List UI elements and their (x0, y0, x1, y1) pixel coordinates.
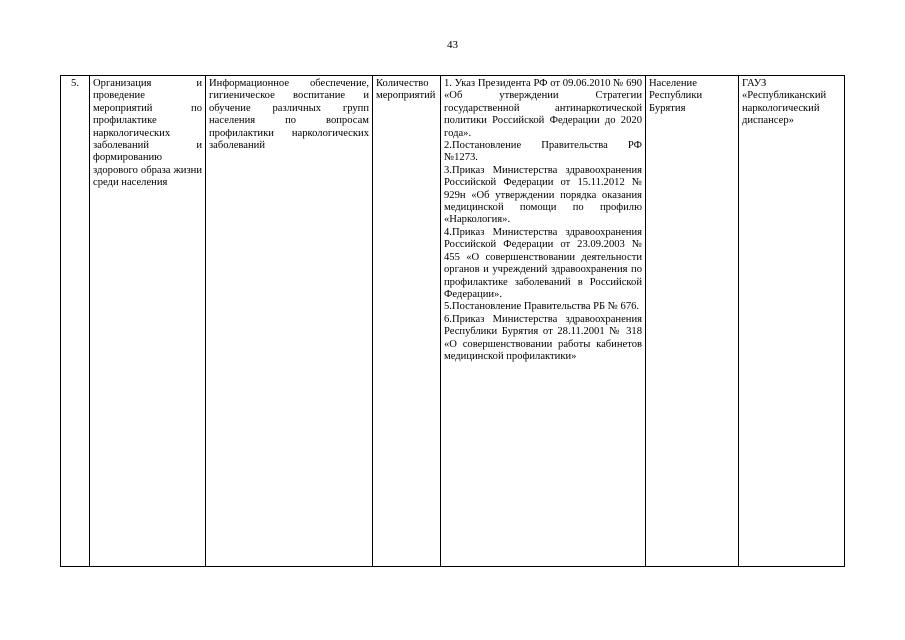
indicator-cell (373, 76, 441, 567)
document-item: 6.Приказ Министерства здравоохранения Республики Бурятия от 28.11.2001 № 318 «О совершенствовании работы кабинетов медицинской профилактики» (444, 313, 642, 362)
target-group-cell (646, 76, 739, 567)
executor-text: ГАУЗ «Республиканский наркологический диспансер» (742, 78, 827, 127)
target-group-text: Население Республики Бурятия (649, 78, 703, 114)
executor-cell (739, 76, 845, 567)
activity-cell (90, 76, 206, 567)
direction-cell (206, 76, 373, 567)
row-number-cell (61, 76, 90, 567)
document-item: 5.Постановление Правительства РБ № 676. (444, 301, 640, 313)
activity-text: Организация и проведение мероприятий по профилактике наркологических заболеваний и формированию здорового образа жизни среди населения (93, 78, 202, 189)
document-item: 2.Постановление Правительства РФ №1273. (444, 140, 642, 164)
direction-text: Информационное обеспечение, гигиеническое воспитание и обучение различных групп населения по вопросам профилактики наркологических заболеваний (209, 78, 369, 152)
document-item: 3.Приказ Министерства здравоохранения Российской Федерации от 15.11.2012 № 929н «Об утверждении порядка оказания медицинской помощи по профилю «Наркология». (444, 164, 642, 226)
measures-table (60, 75, 845, 567)
document-item: 4.Приказ Министерства здравоохранения Российской Федерации от 23.09.2003 № 455 «О совершенствовании деятельности органов и учреждений здравоохранения по профилактике заболеваний в Российской Федерации». (444, 226, 642, 300)
document-item: 1. Указ Президента РФ от 09.06.2010 № 690 «Об утверждении Стратегии государственной антинаркотической политики Российской Федерации до 2020 года». (444, 78, 642, 139)
row-number: 5. (71, 78, 79, 89)
indicator-text: Количество мероприятий (376, 78, 436, 102)
table-row (61, 76, 845, 567)
page-number: 43 (447, 39, 458, 51)
documents-cell (441, 76, 646, 567)
